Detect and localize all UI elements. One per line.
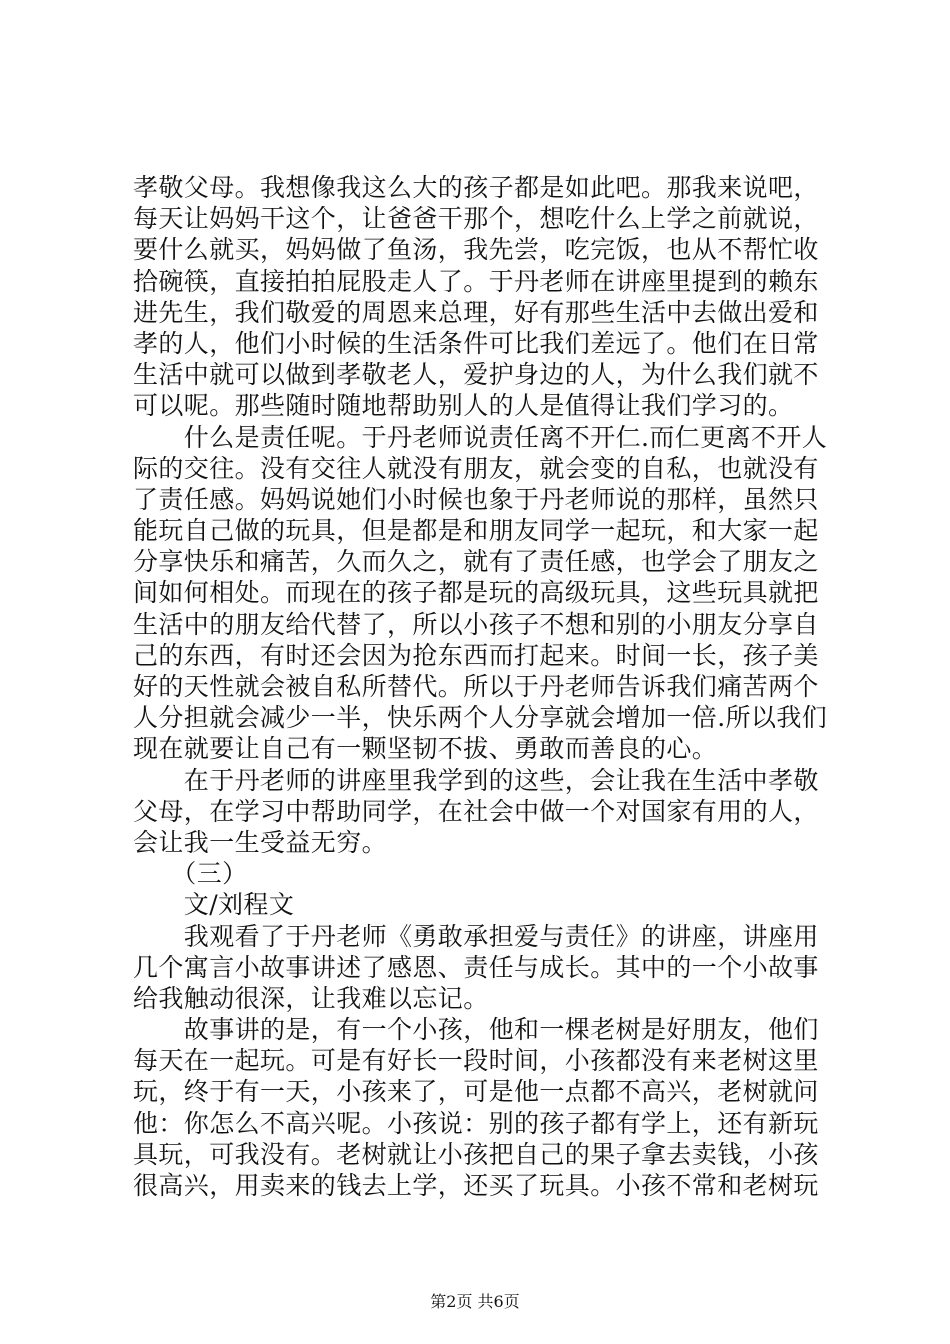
text-line: 间如何相处。而现在的孩子都是玩的高级玩具，这些玩具就把 (133, 578, 819, 608)
text-line: 什么是责任呢。于丹老师说责任离不开仁.而仁更离不开人 (133, 422, 828, 452)
text-line: 能玩自己做的玩具，但是都是和朋友同学一起玩，和大家一起 (133, 516, 819, 546)
page-footer: 第2页 共6页 (430, 1292, 520, 1311)
text-line: 文/刘程文 (133, 890, 295, 920)
text-line: 好的天性就会被自私所替代。所以于丹老师告诉我们痛苦两个 (133, 672, 819, 701)
text-line: 故事讲的是，有一个小孩，他和一棵老树是好朋友，他们 (133, 1015, 819, 1045)
text-line: 了责任感。妈妈说她们小时候也象于丹老师说的那样，虽然只 (133, 484, 819, 514)
text-line: 生活中就可以做到孝敬老人，爱护身边的人，为什么我们就不 (133, 360, 819, 390)
text-line: 父母，在学习中帮助同学，在社会中做一个对国家有用的人， (133, 796, 819, 826)
text-line: 很高兴，用卖来的钱去上学，还买了玩具。小孩不常和老树玩 (133, 1171, 819, 1200)
text-line: 分享快乐和痛苦，久而久之，就有了责任感，也学会了朋友之 (133, 547, 819, 577)
text-line: 拾碗筷，直接拍拍屁股走人了。于丹老师在讲座里提到的赖东 (133, 266, 819, 296)
text-line: 我观看了于丹老师《勇敢承担爱与责任》的讲座，讲座用 (133, 921, 819, 951)
text-line: 人分担就会减少一半，快乐两个人分享就会增加一倍.所以我们 (133, 703, 828, 733)
text-line: 每天让妈妈干这个，让爸爸干那个，想吃什么上学之前就说， (133, 204, 819, 234)
text-line: 际的交往。没有交往人就没有朋友，就会变的自私，也就没有 (133, 453, 819, 483)
text-line: 要什么就买，妈妈做了鱼汤，我先尝，吃完饭，也从不帮忙收 (133, 235, 819, 265)
text-line: 在于丹老师的讲座里我学到的这些，会让我在生活中孝敬 (133, 765, 819, 795)
text-line: 孝的人，他们小时候的生活条件可比我们差远了。他们在日常 (133, 328, 819, 358)
text-line: 玩，终于有一天，小孩来了，可是他一点都不高兴，老树就问 (133, 1077, 819, 1107)
text-line: 几个寓言小故事讲述了感恩、责任与成长。其中的一个小故事 (133, 952, 819, 982)
text-line: 可以呢。那些随时随地帮助别人的人是值得让我们学习的。 (133, 391, 794, 421)
text-line: 每天在一起玩。可是有好长一段时间，小孩都没有来老树这里 (133, 1046, 819, 1076)
text-line: 会让我一生受益无穷。 (133, 827, 388, 857)
text-line: （三） (133, 859, 248, 889)
text-line: 生活中的朋友给代替了，所以小孩子不想和别的小朋友分享自 (133, 609, 819, 639)
text-line: 他：你怎么不高兴呢。小孩说：别的孩子都有学上，还有新玩 (133, 1108, 819, 1138)
text-line: 具玩，可我没有。老树就让小孩把自己的果子拿去卖钱，小孩 (133, 1139, 819, 1169)
text-line: 进先生，我们敬爱的周恩来总理，好有那些生活中去做出爱和 (133, 297, 819, 327)
text-line: 现在就要让自己有一颗坚韧不拔、勇敢而善良的心。 (133, 734, 718, 764)
text-line: 己的东西，有时还会因为抢东西而打起来。时间一长，孩子美 (133, 640, 819, 670)
text-line: 给我触动很深，让我难以忘记。 (133, 983, 489, 1013)
text-line: 孝敬父母。我想像我这么大的孩子都是如此吧。那我来说吧， (133, 173, 819, 202)
body-text (133, 172, 833, 1201)
